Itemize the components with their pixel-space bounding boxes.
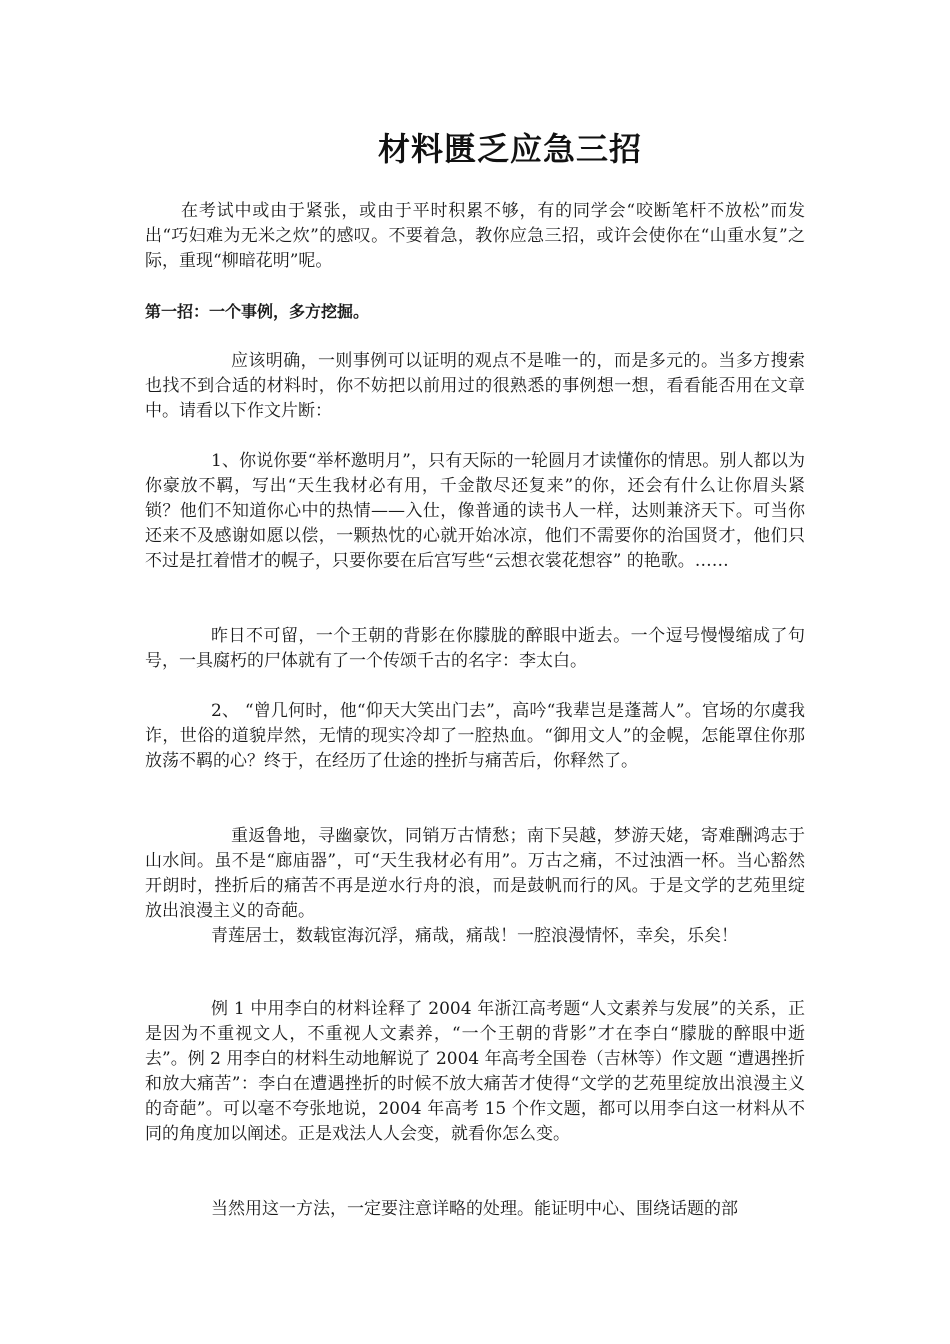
body-paragraph: 当然用这一方法，一定要注意详略的处理。能证明中心、围绕话题的部 bbox=[211, 1199, 738, 1219]
section-heading: 第一招：一个事例，多方挖掘。 bbox=[145, 302, 370, 321]
body-paragraph: 昨日不可留，一个王朝的背影在你朦胧的醉眼中逝去。一个逗号慢慢缩成了句号，一具腐朽的尸体就有了一个传颂千古的名字：李太白。 bbox=[145, 626, 805, 671]
intro-paragraph: 在考试中或由于紧张，或由于平时积累不够，有的同学会“咬断笔杆不放松”而发出“巧妇难为无米之炊”的感叹。不要着急，教你应急三招，或许会使你在“山重水复”之际，重现“柳暗花明”呢。 bbox=[145, 201, 805, 271]
example-paragraph: 2、 “曾几何时，他“仰天大笑出门去”，高吟“我辈岂是蓬蒿人”。官场的尔虞我诈，世俗的道貌岸然，无情的现实冷却了一腔热血。“御用文人”的金幌，怎能罩住你那放荡不羁的心？终于，在经历了仕途的挫折与痛苦后，你释然了。 bbox=[145, 701, 805, 771]
analysis-paragraph: 例 1 中用李白的材料诠释了 2004 年浙江高考题“人文素养与发展”的关系，正是因为不重视文人，不重视人文素养，“一个王朝的背影”才在李白“朦胧的醉眼中逝去”。例 2 用李白的材料生动地解说了 2004 年高考全国卷（吉林等）作文题 “遭遇挫折和放大痛苦”：李白在遭遇挫折的时候不放大痛苦才使得“文学的艺苑里绽放出浪漫主义的奇葩”。可以毫不夸张地说，2004 年高考 15 个作文题，都可以用李白这一材料从不同的角度加以阐述。正是戏法人人会变，就看你怎么变。 bbox=[145, 999, 805, 1144]
body-paragraph: 应该明确，一则事例可以证明的观点不是唯一的，而是多元的。当多方搜索也找不到合适的材料时，你不妨把以前用过的很熟悉的事例想一想，看看能否用在文章中。请看以下作文片断： bbox=[145, 351, 805, 421]
example-paragraph: 1、你说你要“举杯邀明月”，只有天际的一轮圆月才读懂你的情思。别人都以为你豪放不羁，写出“天生我材必有用，千金散尽还复来”的你，还会有什么让你眉头紧锁？他们不知道你心中的热情——入仕，像普通的读书人一样，达则兼济天下。可当你还来不及感谢如愿以偿，一颗热忱的心就开始冰凉，他们不需要你的治国贤才，他们只不过是扛着惜才的幌子，只要你要在后宫写些“云想衣裳花想容” 的艳歌。…… bbox=[145, 451, 805, 571]
body-paragraph: 重返鲁地，寻幽豪饮，同销万古情愁；南下吴越，梦游天姥，寄难酬鸿志于山水间。虽不是“廊庙器”，可“天生我材必有用”。万古之痛，不过浊酒一杯。当心豁然开朗时，挫折后的痛苦不再是逆水行舟的浪，而是鼓帆而行的风。于是文学的艺苑里绽放出浪漫主义的奇葩。 bbox=[145, 826, 805, 921]
body-paragraph: 青莲居士，数载宦海沉浮，痛哉，痛哉！一腔浪漫情怀，幸矣，乐矣！ bbox=[211, 926, 738, 946]
document-title: 材料匮乏应急三招 bbox=[377, 130, 642, 168]
